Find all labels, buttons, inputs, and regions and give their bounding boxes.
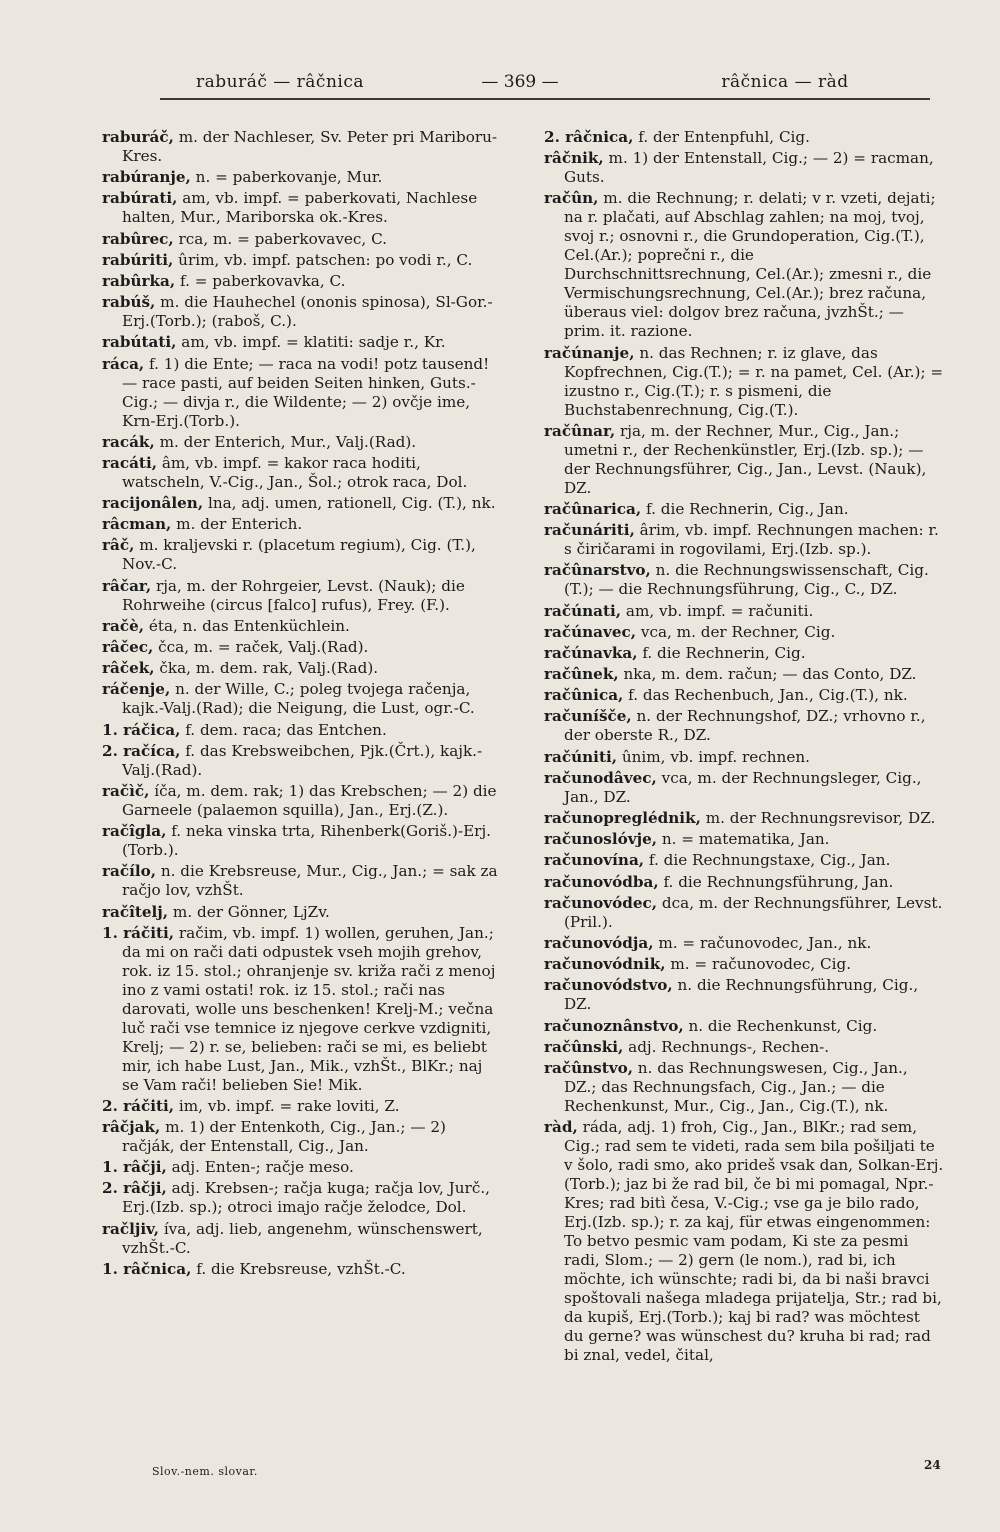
dictionary-entry	[544, 894, 944, 932]
entry-definition: m. = računovodec, Cig.	[665, 955, 852, 974]
dictionary-entry	[102, 742, 502, 780]
dictionary-entry	[544, 686, 944, 705]
entry-definition: f. das Krebsweibchen, Pjk.(Črt.), kajk.-Valj.(Rad).	[122, 741, 483, 779]
entry-headword: 1. râčji,	[102, 1158, 167, 1177]
entry-definition: m. die Hauhechel (ononis spinosa), Sl-Gor.-Erj.(Torb.); (raboš, C.).	[122, 293, 493, 331]
dictionary-entry	[544, 934, 944, 953]
dictionary-entry	[544, 830, 944, 849]
entry-definition: ráda, adj. 1) froh, Cig., Jan., BlKr.; rad sem, Cig.; rad sem te videti, rada sem bila pošiljati te v šolo, radi smo, ako prideš vsak dan, Solkan-Erj.(Torb.); jaz bi že rad bil, če bi mi pomagal, Npr.-Kres; rad bitì česa, V.-Cig.; vse ga je bilo rado, Erj.(Izb. sp.); r. za kaj, für etwas eingenommen: To betvo pesmic vam podam, Ki ste za pesmi radi, Slom.; — 2) gern (le nom.), rad bi, ich möchte, ich wünschte; radi bi, da bi naši bravci spoštovali našega mladega prijatelja, Str.; rad bi, da kupiš, Erj.(Torb.); kaj bi rad? was möchtest du gerne? was wünschest du? kruha bi rad; rad bi znal, vedel, čital,	[564, 1118, 944, 1365]
dictionary-entry	[102, 272, 502, 291]
entry-headword: râčar,	[102, 576, 152, 595]
entry-definition: m. 1) der Entenkoth, Cig., Jan.; — 2) račják, der Entenstall, Cig., Jan.	[122, 1118, 446, 1156]
entry-headword: račûn,	[544, 189, 599, 208]
entry-definition: račim, vb. impf. 1) wollen, geruhen, Jan.; da mi on rači dati odpustek vseh mojih grehov, rok. iz 15. stol.; ohranjenje sv. križa rači z menoj ino z vami ostati! rok. iz 15. stol.; rači nas darovati, wolle uns beschenken! Krelj-M.; večna luč rači vse temnice iz njegove cerkve vzdigniti, Krelj; — 2) r. se, belieben: rači se mi, es beliebt mir, ich habe Lust, Jan., Mik., vzhŠt., BlKr.; naj se Vam rači! belieben Sie! Mik.	[122, 923, 496, 1094]
entry-headword: 1. ráčica,	[102, 720, 181, 739]
entry-definition: čca, m. = raček, Valj.(Rad).	[153, 638, 369, 656]
entry-definition: n. der Wille, C.; poleg tvojega račenja, kajk.-Valj.(Rad); die Neigung, die Lust, ogr.-C.	[122, 680, 475, 718]
entry-headword: raburáč,	[102, 128, 174, 146]
dictionary-entry	[544, 873, 944, 892]
dictionary-entry	[544, 644, 944, 663]
dictionary-entry	[102, 680, 502, 718]
entry-headword: râček,	[102, 659, 155, 678]
entry-headword: račûnar,	[544, 421, 616, 440]
entry-definition: n. die Krebsreuse, Mur., Cig., Jan.; = sak za račjo lov, vzhŠt.	[122, 862, 498, 900]
dictionary-entry	[544, 851, 944, 870]
entry-headword: račljiv,	[102, 1219, 159, 1238]
entry-headword: računoslóvje,	[544, 830, 658, 849]
entry-headword: računodâvec,	[544, 768, 657, 787]
dictionary-entry	[102, 251, 502, 270]
entry-definition: m. die Rechnung; r. delati; v r. vzeti, dejati; na r. plačati, auf Abschlag zahlen; na moj, tvoj, svoj r.; osnovni r., die Grundoperation, Cig.(T.), Cel.(Ar.); poprečni r., die Durchschnittsrechnung, Cel.(Ar.); zmesni r., die Vermischungsrechnung, Cel.(Ar.); brez računa, überaus viel: dolgov brez računa, jvzhŠt.; — prim. it. razione.	[564, 189, 936, 341]
entry-headword: ràd,	[544, 1118, 578, 1137]
dictionary-entry	[544, 707, 944, 745]
dictionary-entry	[544, 955, 944, 974]
entry-definition: n. das Rechnen; r. iz glave, das Kopfrechnen, Cig.(T.); = r. na pamet, Cel. (Ar.); = izustno r., Cig.(T.); r. s pismeni, die Buchstabenrechnung, Cig.(T.).	[564, 343, 944, 419]
dictionary-entry	[102, 1179, 502, 1217]
entry-headword: rabûrka,	[102, 271, 176, 290]
dictionary-entry	[544, 748, 944, 767]
dictionary-entry	[102, 1118, 502, 1156]
entry-headword: 1. ráčiti,	[102, 923, 175, 942]
entry-headword: račûnek,	[544, 665, 619, 684]
entry-headword: rabúrati,	[102, 189, 178, 208]
dictionary-entry	[544, 623, 944, 642]
entry-headword: ráca,	[102, 354, 145, 373]
entry-headword: račûnarica,	[544, 499, 642, 518]
entry-definition: n. das Rechnungswesen, Cig., Jan., DZ.; das Rechnungsfach, Cig., Jan.; — die Rechenkunst, Mur., Cig., Jan., Cig.(T.), nk.	[564, 1058, 908, 1115]
entry-definition: m. der Enterich.	[171, 515, 303, 534]
dictionary-entry	[102, 230, 502, 249]
entry-headword: rabútati,	[102, 333, 177, 352]
entry-definition: rca, m. = paberkovavec, C.	[173, 229, 387, 248]
entry-headword: râčnik,	[544, 149, 604, 168]
dictionary-entry	[102, 638, 502, 657]
dictionary-entry	[102, 293, 502, 331]
entry-headword: 2. râčnica,	[544, 128, 634, 146]
entry-definition: dca, m. der Rechnungsführer, Levst.(Pril.).	[564, 893, 943, 931]
entry-definition: m. der Enterich, Mur., Valj.(Rad).	[154, 432, 417, 451]
running-head	[160, 58, 930, 100]
entry-definition: n. = paberkovanje, Mur.	[190, 168, 383, 187]
entry-headword: 2. ráčiti,	[102, 1096, 175, 1115]
dictionary-entry	[102, 536, 502, 574]
entry-definition: rja, m. der Rechner, Mur., Cig., Jan.; umetni r., der Rechenkünstler, Erj.(Izb. sp.); — der Rechnungsführer, Cig., Jan., Levst. (Nauk), DZ.	[564, 421, 927, 497]
dictionary-entry	[102, 355, 502, 431]
dictionary-entry	[102, 189, 502, 227]
entry-headword: račîgla,	[102, 822, 167, 841]
entry-headword: racák,	[102, 432, 155, 451]
entry-definition: am, vb. impf. = paberkovati, Nachlese halten, Mur., Mariborska ok.-Kres.	[122, 189, 478, 227]
dictionary-entry	[544, 1118, 944, 1365]
entry-headword: računovína,	[544, 851, 645, 870]
entry-definition: âm, vb. impf. = kakor raca hoditi, watscheln, V.-Cig., Jan., Šol.; otrok raca, Dol.	[122, 453, 468, 491]
dictionary-entry	[102, 924, 502, 1095]
dictionary-entry	[102, 454, 502, 492]
dictionary-entry	[102, 577, 502, 615]
entry-definition: éta, n. das Entenküchlein.	[144, 616, 350, 635]
entry-headword: račîtelj,	[102, 902, 169, 921]
entry-definition: f. der Entenpfuhl, Cig.	[633, 128, 810, 146]
entry-definition: f. die Rechnungstaxe, Cig., Jan.	[644, 851, 891, 870]
page-number: — 369 —	[481, 72, 559, 92]
entry-definition: im, vb. impf. = rake loviti, Z.	[174, 1096, 400, 1115]
dictionary-entry	[102, 1260, 502, 1279]
dictionary-entry	[102, 822, 502, 860]
entry-definition: m. der Nachleser, Sv. Peter pri Mariboru-Kres.	[122, 128, 498, 165]
header-left-guideword: raburáč — râčnica	[195, 72, 364, 92]
dictionary-entry	[102, 168, 502, 187]
signature-mark: 24	[924, 1458, 941, 1472]
dictionary-entry	[102, 862, 502, 900]
footer-publication: Slov.-nem. slovar.	[152, 1465, 258, 1478]
dictionary-entry	[102, 333, 502, 352]
entry-headword: rabûrec,	[102, 229, 174, 248]
left-column	[102, 128, 502, 1367]
entry-headword: računovódstvo,	[544, 976, 673, 995]
dictionary-entry	[102, 782, 502, 820]
entry-headword: račûnarstvo,	[544, 561, 651, 580]
dictionary-entry	[544, 602, 944, 621]
entry-definition: n. = matematika, Jan.	[657, 830, 830, 849]
entry-definition: adj. Krebsen-; račja kuga; račja lov, Jurč., Erj.(Izb. sp.); otroci imajo račje želodce, Dol.	[122, 1179, 490, 1217]
entry-headword: racáti,	[102, 453, 158, 472]
entry-headword: računíšče,	[544, 707, 632, 726]
dictionary-entry	[544, 665, 944, 684]
dictionary-entry	[102, 515, 502, 534]
dictionary-entry	[544, 189, 944, 341]
dictionary-entry	[102, 433, 502, 452]
entry-definition: f. die Rechnerin, Cig.	[637, 643, 806, 662]
entry-definition: íva, adj. lieb, angenehm, wünschenswert, vzhŠt.-C.	[122, 1219, 483, 1257]
entry-headword: račúnavec,	[544, 622, 637, 641]
entry-headword: rabúriti,	[102, 250, 174, 269]
entry-definition: n. die Rechenkunst, Cig.	[683, 1016, 878, 1035]
entry-headword: račúnati,	[544, 601, 622, 620]
header-right-guideword: râčnica — ràd	[721, 72, 849, 92]
entry-headword: racijonâlen,	[102, 494, 204, 513]
entry-headword: ráčenje,	[102, 680, 171, 699]
entry-headword: račûnstvo,	[544, 1058, 633, 1077]
entry-definition: f. = paberkovavka, C.	[175, 271, 346, 290]
entry-headword: računáriti,	[544, 521, 635, 540]
entry-headword: računovódba,	[544, 872, 659, 891]
entry-headword: račúnanje,	[544, 343, 635, 362]
entry-definition: f. die Krebsreuse, vzhŠt.-C.	[191, 1259, 406, 1278]
entry-definition: f. die Rechnungsführung, Jan.	[658, 872, 894, 891]
entry-definition: adj. Enten-; račje meso.	[166, 1158, 354, 1177]
dictionary-entry	[544, 769, 944, 807]
dictionary-entry	[544, 128, 944, 147]
entry-headword: računovódnik,	[544, 955, 666, 974]
entry-definition: m. kraljevski r. (placetum regium), Cig. (T.), Nov.-C.	[122, 536, 476, 574]
entry-definition: íča, m. dem. rak; 1) das Krebschen; — 2) die Garneele (palaemon squilla), Jan., Erj.(Z.).	[122, 781, 497, 819]
entry-headword: račìč,	[102, 781, 150, 800]
dictionary-entry	[544, 809, 944, 828]
dictionary-entry	[102, 1158, 502, 1177]
entry-headword: računovódec,	[544, 893, 658, 912]
entry-definition: n. die Rechnungsführung, Cig., DZ.	[564, 976, 919, 1014]
entry-definition: adj. Rechnungs-, Rechen-.	[623, 1037, 830, 1056]
dictionary-entry	[102, 903, 502, 922]
entry-headword: 2. râčji,	[102, 1179, 167, 1198]
dictionary-entry	[544, 1059, 944, 1116]
entry-definition: am, vb. impf. = klatiti: sadje r., Kr.	[176, 333, 446, 352]
dictionary-entry	[102, 128, 502, 166]
entry-definition: f. die Rechnerin, Cig., Jan.	[641, 499, 849, 518]
entry-definition: f. das Rechenbuch, Jan., Cig.(T.), nk.	[623, 686, 908, 705]
entry-definition: f. neka vinska trta, Rihenberk(Goriš.)-Erj.(Torb.).	[122, 822, 491, 860]
entry-definition: n. die Rechnungswissenschaft, Cig. (T.); — die Rechnungsführung, Cig., C., DZ.	[564, 561, 929, 599]
entry-headword: râčec,	[102, 638, 154, 656]
entry-definition: rja, m. der Rohrgeier, Levst. (Nauk); die Rohrweihe (circus [falco] rufus), Frey. (F.).	[122, 576, 465, 614]
dictionary-entry	[102, 494, 502, 513]
entry-headword: račúniti,	[544, 747, 618, 766]
entry-headword: računopreglédnik,	[544, 809, 701, 827]
entry-definition: am, vb. impf. = računiti.	[621, 601, 814, 620]
dictionary-entry	[544, 976, 944, 1014]
entry-definition: f. dem. raca; das Entchen.	[180, 720, 387, 739]
entry-headword: račúnavka,	[544, 643, 638, 662]
entry-definition: m. der Gönner, LjZv.	[168, 902, 330, 921]
entry-definition: ûnim, vb. impf. rechnen.	[617, 747, 810, 766]
entry-definition: čka, m. dem. rak, Valj.(Rad).	[154, 659, 379, 678]
entry-definition: ûrim, vb. impf. patschen: po vodi r., C.	[173, 250, 473, 269]
entry-definition: vca, m. der Rechnungsleger, Cig., Jan., DZ.	[564, 768, 922, 806]
entry-definition: nka, m. dem. račun; — das Conto, DZ.	[618, 665, 917, 684]
dictionary-entry	[544, 344, 944, 420]
entry-headword: rabúranje,	[102, 168, 191, 187]
entry-headword: računoznânstvo,	[544, 1016, 684, 1035]
dictionary-entry	[544, 561, 944, 599]
entry-headword: râcman,	[102, 515, 172, 534]
dictionary-entry	[102, 1097, 502, 1116]
dictionary-entry	[544, 1017, 944, 1036]
dictionary-entry	[102, 721, 502, 740]
entry-headword: râčjak,	[102, 1118, 161, 1137]
dictionary-entry	[544, 149, 944, 187]
dictionary-entry	[102, 659, 502, 678]
entry-headword: 2. račíca,	[102, 741, 181, 760]
entry-definition: m. der Rechnungsrevisor, DZ.	[700, 809, 936, 827]
dictionary-entry	[544, 1038, 944, 1057]
dictionary-entry	[102, 617, 502, 636]
dictionary-entry	[544, 521, 944, 559]
right-column	[544, 128, 944, 1367]
entry-definition: vca, m. der Rechner, Cig.	[636, 622, 836, 641]
dictionary-entry	[544, 422, 944, 498]
entry-headword: računovódja,	[544, 933, 654, 952]
entry-headword: râč,	[102, 536, 135, 555]
entry-headword: rabúš,	[102, 293, 156, 312]
entry-columns	[102, 128, 945, 1367]
entry-definition: m. = računovodec, Jan., nk.	[653, 933, 872, 952]
entry-definition: n. der Rechnungshof, DZ.; vrhovno r., der oberste R., DZ.	[564, 707, 926, 745]
dictionary-entry	[102, 1220, 502, 1258]
entry-headword: 1. râčnica,	[102, 1259, 192, 1278]
entry-definition: lna, adj. umen, rationell, Cig. (T.), nk.	[203, 494, 496, 513]
dictionary-entry	[544, 500, 944, 519]
entry-headword: račûnica,	[544, 686, 624, 705]
entry-headword: račûnski,	[544, 1037, 624, 1056]
entry-headword: račè,	[102, 616, 145, 635]
entry-definition: f. 1) die Ente; — raca na vodi! potz tausend! — race pasti, auf beiden Seiten hinken, Guts.-Cig.; — divja r., die Wildente; — 2) ovčje ime, Krn-Erj.(Torb.).	[122, 354, 490, 430]
entry-definition: m. 1) der Entenstall, Cig.; — 2) = racman, Guts.	[564, 149, 934, 187]
entry-definition: ârim, vb. impf. Rechnungen machen: r. s čiričarami in rogovilami, Erj.(Izb. sp.).	[564, 521, 939, 559]
entry-headword: račílo,	[102, 862, 157, 881]
